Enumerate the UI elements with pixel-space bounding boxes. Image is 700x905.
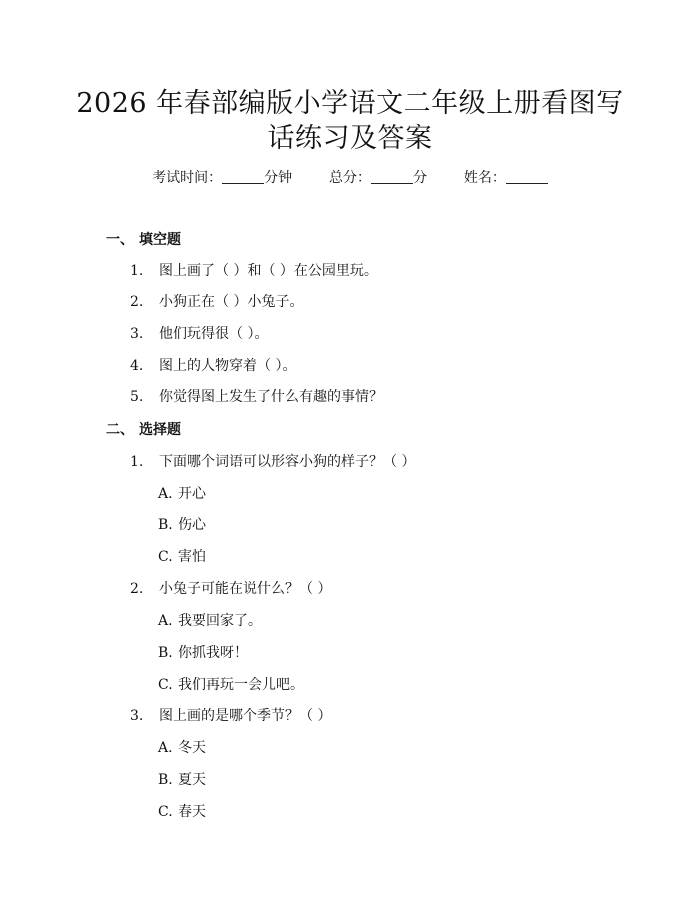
option-text: 春天 [178,804,206,820]
question-number: 2. [130,294,144,310]
option-text: 冬天 [178,740,206,756]
question-item [130,706,331,726]
option-text: 我们再玩一会儿吧。 [178,677,304,693]
question-number: 1. [130,454,144,470]
score-blank[interactable] [371,169,413,184]
exam-meta [0,168,700,188]
section-heading-fill-blank [106,230,181,250]
question-number: 2. [130,581,144,597]
time-blank[interactable] [222,169,264,184]
question-number: 4. [130,358,144,374]
option-letter: C. [158,677,173,693]
question-item [130,452,415,472]
option-letter: C. [158,549,173,565]
option-letter: A. [158,740,173,756]
section-heading-multiple-choice [106,420,181,440]
question-text: 小狗正在（ ）小兔子。 [159,294,304,310]
option-text: 开心 [178,486,206,502]
option-letter: C. [158,804,173,820]
option-item[interactable] [158,770,206,790]
question-item [130,356,296,376]
question-item [130,261,378,281]
question-text: 图上画的是哪个季节？（ ） [159,708,332,724]
time-label: 考试时间： [152,170,223,186]
name-label: 姓名： [463,170,506,186]
option-text: 你抓我呀！ [178,645,248,661]
option-item[interactable] [158,611,262,631]
option-letter: A. [158,613,173,629]
question-text: 图上的人物穿着（ ）。 [159,358,297,374]
name-blank[interactable] [506,169,548,184]
option-text: 害怕 [178,549,206,565]
option-letter: A. [158,486,173,502]
question-text: 你觉得图上发生了什么有趣的事情？ [159,389,383,405]
question-text: 他们玩得很（ ）。 [159,326,269,342]
option-item[interactable] [158,643,248,663]
option-item[interactable] [158,675,304,695]
page-title-line-2: 话练习及答案 [267,123,433,154]
page-title-line-1: 2026 年春部编版小学语文二年级上册看图写 [76,88,624,119]
section-number: 二、 [106,422,134,438]
option-letter: B. [158,772,173,788]
question-text: 图上画了（ ）和（ ）在公园里玩。 [159,263,378,279]
option-text: 我要回家了。 [178,613,262,629]
question-number: 3. [130,708,144,724]
option-text: 夏天 [178,772,206,788]
question-number: 3. [130,326,144,342]
option-letter: B. [158,517,173,533]
option-item[interactable] [158,802,206,822]
option-item[interactable] [158,547,206,567]
option-item[interactable] [158,738,206,758]
option-item[interactable] [158,484,206,504]
question-item [130,292,303,312]
score-label: 总分： [329,170,371,186]
question-item [130,324,268,344]
question-number: 1. [130,263,144,279]
score-unit: 分 [413,170,427,186]
option-text: 伤心 [178,517,206,533]
time-unit: 分钟 [264,170,293,186]
option-letter: B. [158,645,173,661]
section-title: 选择题 [139,422,181,438]
question-text: 下面哪个词语可以形容小狗的样子？（ ） [159,454,416,470]
option-item[interactable] [158,515,206,535]
question-item [130,387,383,407]
question-text: 小兔子可能在说什么？（ ） [159,581,332,597]
section-title: 填空题 [139,232,181,248]
question-item [130,579,331,599]
question-number: 5. [130,389,144,405]
section-number: 一、 [106,232,134,248]
